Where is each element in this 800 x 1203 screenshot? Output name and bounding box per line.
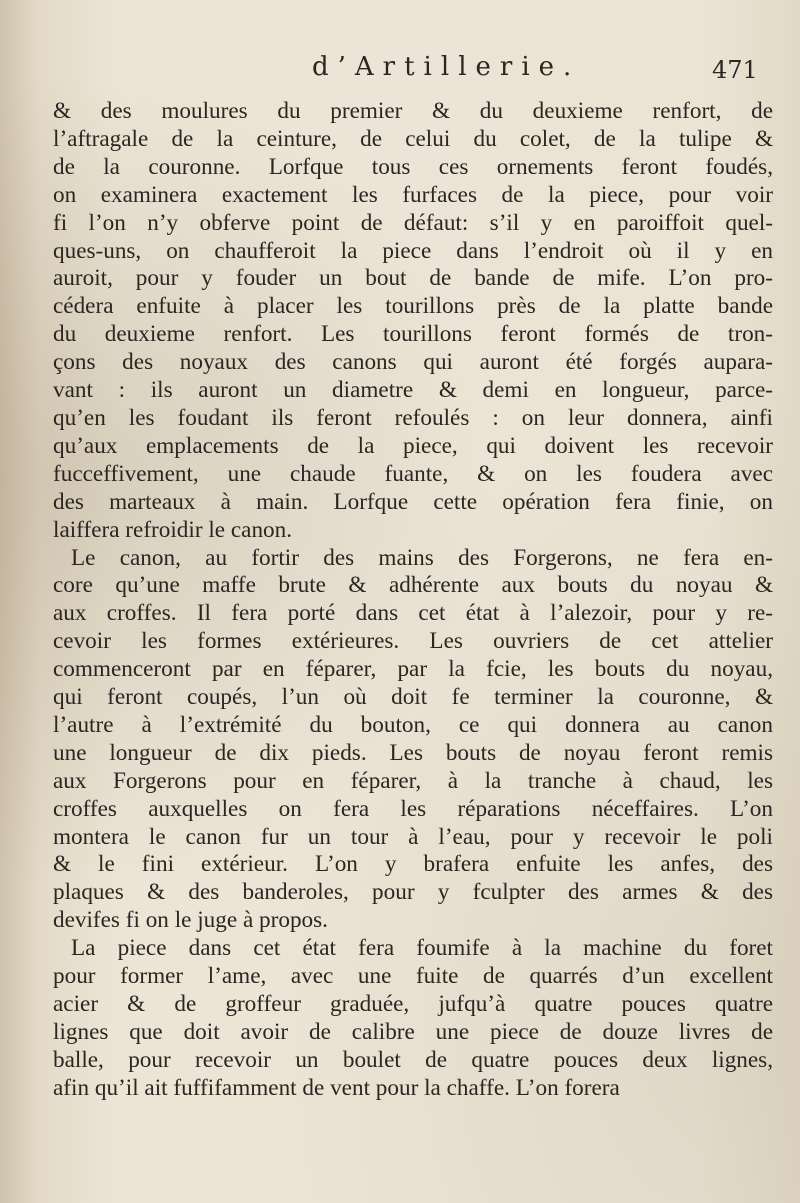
text-line: & le fini extérieur. L’on y brafera enfuite les anfes, des — [53, 851, 773, 878]
text-line: La piece dans cet état fera foumife à la machine du foret — [71, 935, 773, 962]
text-line: qu’en les foudant ils feront refoulés : on leur donnera, ainfi — [53, 404, 773, 431]
text-line: qui feront coupés, l’un où doit fe terminer la couronne, & — [53, 684, 773, 711]
text-line: on examinera exactement les furfaces de la piece, pour voir — [53, 181, 773, 208]
text-line: aux croffes. Il fera porté dans cet état à l’alezoir, pour y re- — [53, 600, 773, 627]
text-line: qu’aux emplacements de la piece, qui doivent les recevoir — [53, 432, 773, 459]
text-line: cevoir les formes extérieures. Les ouvriers de cet attelier — [53, 628, 773, 655]
page-number: 471 — [712, 56, 758, 84]
text-line: du deuxieme renfort. Les tourillons feront formés de tron- — [53, 321, 773, 348]
text-line: core qu’une maffe brute & adhérente aux bouts du noyau & — [53, 572, 773, 599]
text-line: croffes auxquelles on fera les réparations néceffaires. L’on — [53, 795, 773, 822]
text-line: lignes que doit avoir de calibre une piece de douze livres de — [53, 1018, 773, 1045]
text-line: une longueur de dix pieds. Les bouts de noyau feront remis — [53, 739, 773, 766]
text-line: devifes fi on le juge à propos. — [53, 907, 328, 934]
text-line: cédera enfuite à placer les tourillons près de la platte bande — [53, 293, 773, 320]
text-line: acier & de groffeur graduée, jufqu’à quatre pouces quatre — [53, 991, 773, 1017]
text-line: laiffera refroidir le canon. — [53, 516, 293, 543]
text-line: afin qu’il ait fuffifamment de vent pour la chaffe. L’on forera — [53, 1074, 620, 1101]
text-line: l’aftragale de la ceinture, de celui du colet, de la tulipe & — [53, 125, 773, 152]
text-line: balle, pour recevoir un boulet de quatre pouces deux lignes, — [53, 1046, 773, 1073]
text-line: aux Forgerons pour en féparer, à la tranche à chaud, les — [53, 767, 773, 794]
body-text — [53, 98, 773, 1103]
text-line: ques-uns, on chaufferoit la piece dans l’endroit où il y en — [53, 237, 773, 264]
text-line: montera le canon fur un tour à l’eau, pour y recevoir le poli — [53, 823, 773, 850]
text-line: de la couronne. Lorfque tous ces ornements feront foudés, — [53, 153, 773, 180]
text-line: fi l’on n’y obferve point de défaut: s’il y en paroiffoit quel- — [53, 209, 773, 236]
text-line: l’autre à l’extrémité du bouton, ce qui donnera au canon — [53, 711, 773, 738]
text-line: & des moulures du premier & du deuxieme renfort, de — [53, 98, 773, 124]
text-line: auroit, pour y fouder un bout de bande de mife. L’on pro- — [53, 265, 773, 292]
text-line: plaques & des banderoles, pour y fculpter des armes & des — [53, 879, 773, 906]
page-header — [0, 48, 800, 88]
text-line: commenceront par en féparer, par la fcie, les bouts du noyau, — [53, 656, 773, 683]
text-line: des marteaux à main. Lorfque cette opération fera finie, on — [53, 488, 773, 515]
text-line: pour former l’ame, avec une fuite de quarrés d’un excellent — [53, 963, 773, 990]
text-line: fucceffivement, une chaude fuante, & on les foudera avec — [53, 460, 773, 487]
text-line: çons des noyaux des canons qui auront été forgés aupara- — [53, 349, 773, 376]
running-title: d’Artillerie. — [312, 52, 581, 82]
text-line: vant : ils auront un diametre & demi en longueur, parce- — [53, 377, 773, 404]
paragraph — [53, 935, 773, 1102]
paragraph — [53, 98, 773, 545]
text-line: Le canon, au fortir des mains des Forgerons, ne fera en- — [71, 544, 773, 571]
paragraph — [53, 545, 773, 936]
